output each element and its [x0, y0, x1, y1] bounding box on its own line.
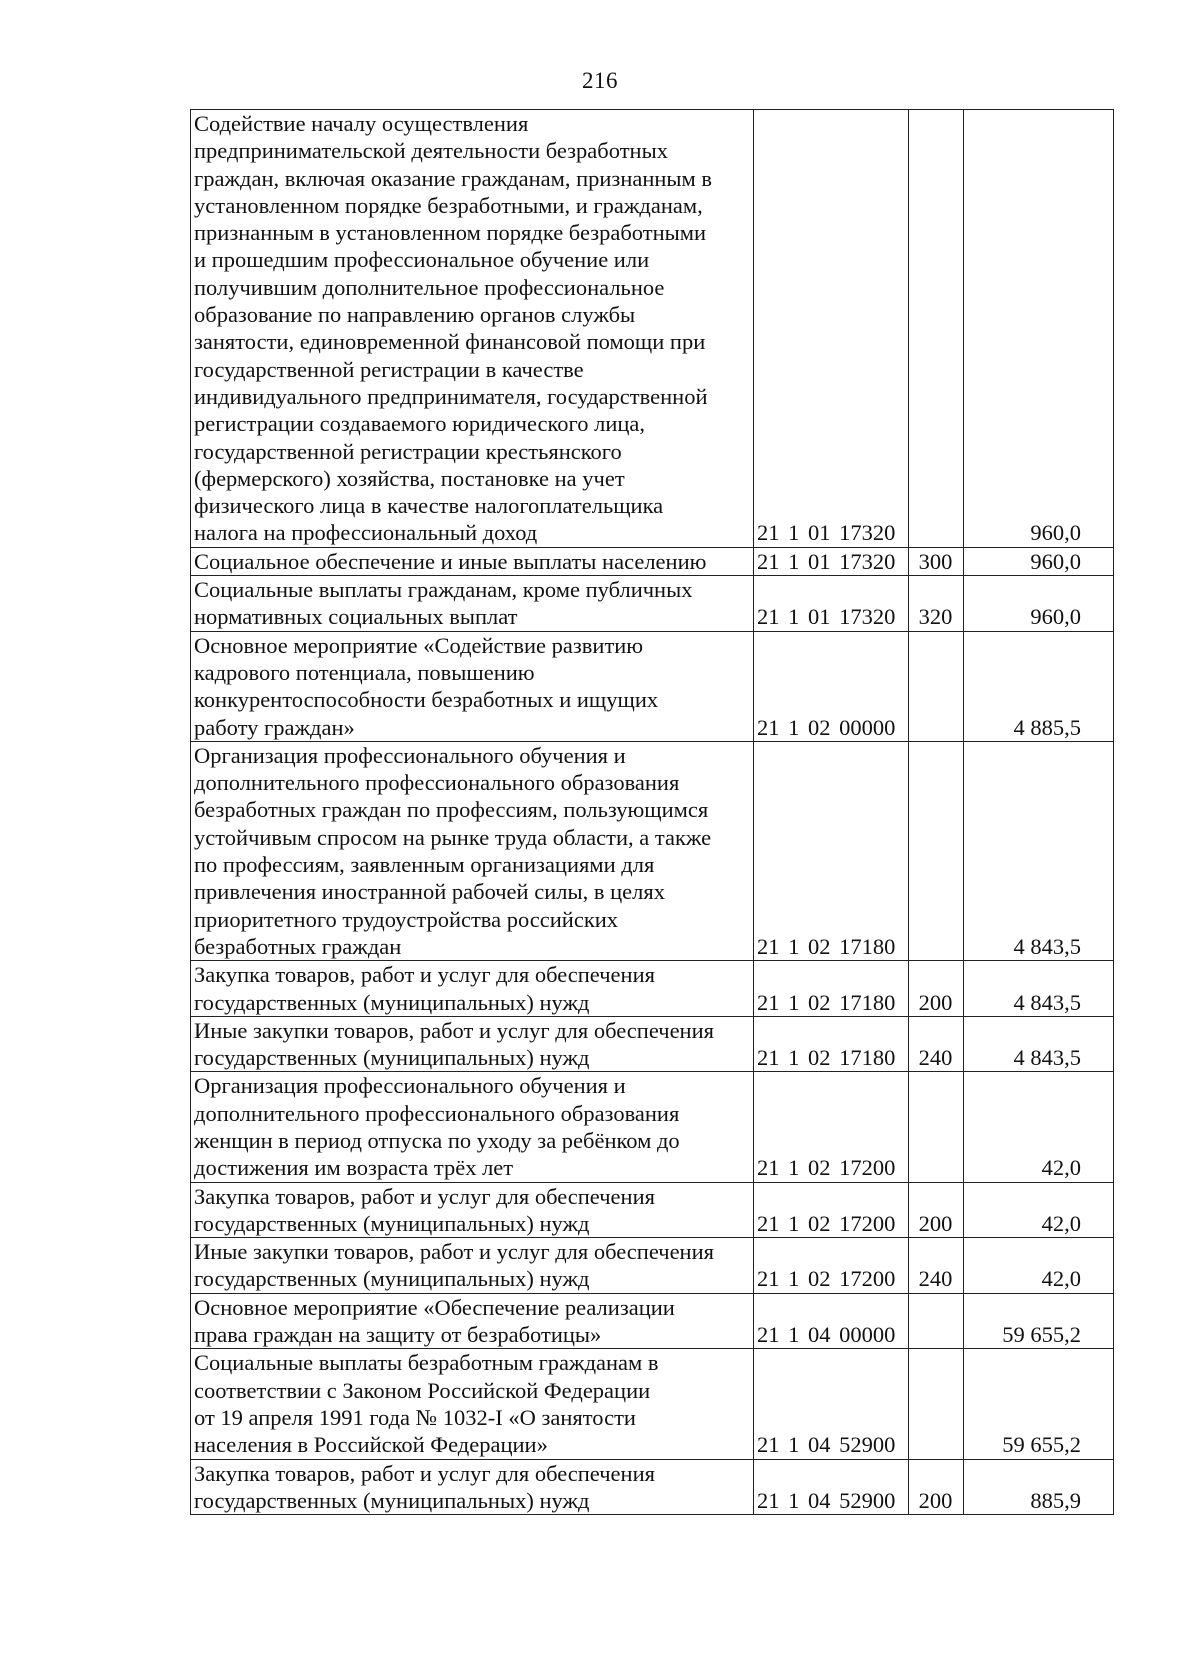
row-description: Закупка товаров, работ и услуг для обеспечения государственных (муниципальных) нужд — [191, 1459, 754, 1515]
row-description: Закупка товаров, работ и услуг для обеспечения государственных (муниципальных) нужд — [191, 1182, 754, 1238]
row-target-code: 21 1 04 52900 — [754, 1349, 909, 1459]
table-row — [191, 576, 1114, 632]
row-expense-type — [909, 741, 964, 960]
table-row — [191, 1238, 1114, 1294]
row-expense-type: 320 — [909, 576, 964, 632]
row-expense-type: 200 — [909, 1459, 964, 1515]
row-description: Социальные выплаты гражданам, кроме публичных нормативных социальных выплат — [191, 576, 754, 632]
row-target-code: 21 1 02 17200 — [754, 1238, 909, 1294]
row-target-code: 21 1 01 17320 — [754, 547, 909, 575]
row-amount: 42,0 — [964, 1238, 1114, 1294]
row-target-code: 21 1 01 17320 — [754, 576, 909, 632]
budget-table — [190, 109, 1114, 1515]
row-amount: 59 655,2 — [964, 1293, 1114, 1349]
row-description: Иные закупки товаров, работ и услуг для обеспечения государственных (муниципальных) нужд — [191, 1238, 754, 1294]
row-expense-type — [909, 1349, 964, 1459]
row-expense-type — [909, 110, 964, 548]
row-amount: 960,0 — [964, 576, 1114, 632]
row-expense-type — [909, 1293, 964, 1349]
row-description: Закупка товаров, работ и услуг для обеспечения государственных (муниципальных) нужд — [191, 961, 754, 1017]
row-amount: 4 885,5 — [964, 631, 1114, 741]
row-expense-type — [909, 1072, 964, 1182]
row-description: Содействие началу осуществления предпринимательской деятельности безработных граждан, включая оказание гражданам, признанным в установленном порядке безработными, и гражданам, признанным в установленном порядке безработными и прошедшим профессиональное обучение или получившим дополнительное профессиональное образование по направлению органов службы занятости, единовременной финансовой помощи при государственной регистрации в качестве индивидуального предпринимателя, государственной регистрации создаваемого юридического лица, государственной регистрации крестьянского (фермерского) хозяйства, постановке на учет физического лица в качестве налогоплательщика налога на профессиональный доход — [191, 110, 754, 548]
row-target-code: 21 1 04 52900 — [754, 1459, 909, 1515]
row-amount: 42,0 — [964, 1072, 1114, 1182]
page-number: 216 — [582, 68, 618, 93]
row-amount: 960,0 — [964, 547, 1114, 575]
row-target-code: 21 1 01 17320 — [754, 110, 909, 548]
table-row — [191, 110, 1114, 548]
row-amount: 42,0 — [964, 1182, 1114, 1238]
row-amount: 885,9 — [964, 1459, 1114, 1515]
table-row — [191, 1459, 1114, 1515]
table-row — [191, 1293, 1114, 1349]
row-target-code: 21 1 04 00000 — [754, 1293, 909, 1349]
row-expense-type: 300 — [909, 547, 964, 575]
table-row — [191, 547, 1114, 575]
table-row — [191, 1182, 1114, 1238]
budget-table-body — [191, 110, 1114, 1515]
row-description: Социальное обеспечение и иные выплаты населению — [191, 547, 754, 575]
row-target-code: 21 1 02 17180 — [754, 1016, 909, 1072]
row-amount: 4 843,5 — [964, 1016, 1114, 1072]
row-target-code: 21 1 02 17180 — [754, 961, 909, 1017]
row-expense-type: 200 — [909, 1182, 964, 1238]
row-target-code: 21 1 02 17200 — [754, 1072, 909, 1182]
table-row — [191, 631, 1114, 741]
table-row — [191, 1072, 1114, 1182]
table-row — [191, 1349, 1114, 1459]
table-row — [191, 741, 1114, 960]
row-target-code: 21 1 02 17180 — [754, 741, 909, 960]
row-description: Социальные выплаты безработным гражданам в соответствии с Законом Российской Федерации от 19 апреля 1991 года № 1032-I «О занятости населения в Российской Федерации» — [191, 1349, 754, 1459]
row-target-code: 21 1 02 00000 — [754, 631, 909, 741]
row-description: Основное мероприятие «Обеспечение реализации права граждан на защиту от безработицы» — [191, 1293, 754, 1349]
row-amount: 4 843,5 — [964, 961, 1114, 1017]
row-description: Основное мероприятие «Содействие развитию кадрового потенциала, повышению конкурентоспособности безработных и ищущих работу граждан» — [191, 631, 754, 741]
row-expense-type: 240 — [909, 1238, 964, 1294]
table-row — [191, 961, 1114, 1017]
row-expense-type: 240 — [909, 1016, 964, 1072]
row-expense-type — [909, 631, 964, 741]
row-description: Иные закупки товаров, работ и услуг для обеспечения государственных (муниципальных) нужд — [191, 1016, 754, 1072]
row-target-code: 21 1 02 17200 — [754, 1182, 909, 1238]
table-row — [191, 1016, 1114, 1072]
row-expense-type: 200 — [909, 961, 964, 1017]
row-amount: 59 655,2 — [964, 1349, 1114, 1459]
row-amount: 4 843,5 — [964, 741, 1114, 960]
row-amount: 960,0 — [964, 110, 1114, 548]
row-description: Организация профессионального обучения и дополнительного профессионального образования женщин в период отпуска по уходу за ребёнком до достижения им возраста трёх лет — [191, 1072, 754, 1182]
row-description: Организация профессионального обучения и дополнительного профессионального образования безработных граждан по профессиям, пользующимся устойчивым спросом на рынке труда области, а также по профессиям, заявленным организациями для привлечения иностранной рабочей силы, в целях приоритетного трудоустройства российских безработных граждан — [191, 741, 754, 960]
